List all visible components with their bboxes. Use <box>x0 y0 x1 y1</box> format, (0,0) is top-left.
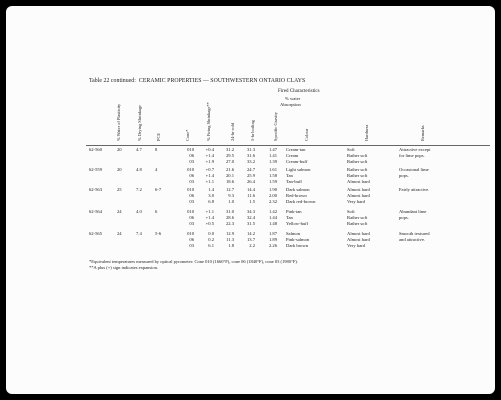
hardness-value: Rather soft <box>347 159 368 165</box>
remarks-text: for lime pops. <box>399 153 425 159</box>
fired-colour: Cream-tan <box>286 147 306 152</box>
remarks-text: Abundant lime <box>399 209 427 214</box>
pce-value: 6-7 <box>155 187 162 192</box>
cone-value: 010 <box>187 167 194 172</box>
specific-gravity: 1.47 <box>268 147 277 152</box>
absorption-5hr-boiling: 14.2 <box>246 231 255 236</box>
firing-shrinkage: 0.0 <box>208 231 214 236</box>
fired-colour: Cream-buff <box>286 159 308 165</box>
fired-colour: Tan <box>286 173 293 179</box>
drying-shrinkage: 4.7 <box>136 147 142 152</box>
water-of-plasticity: 24 <box>117 209 122 214</box>
firing-shrinkage: 6.1 <box>208 243 214 249</box>
hardness-value: Rather soft <box>347 215 368 221</box>
firing-shrinkage: 3.0 <box>208 193 214 199</box>
firing-shrinkage: +0.7 <box>205 167 214 172</box>
absorption-5hr-boiling: 31.5 <box>246 221 255 227</box>
hardness-value: Very hard <box>347 199 365 205</box>
absorption-24hr-cold: 28.6 <box>225 215 234 221</box>
absorption-24hr-cold: 31.2 <box>225 147 234 152</box>
pce-value: 4 <box>155 167 158 172</box>
cone-value: 03 <box>189 243 194 249</box>
drying-shrinkage: 4.8 <box>136 167 142 172</box>
absorption-24hr-cold: 12.9 <box>225 231 234 236</box>
fired-colour: Dark brown <box>286 243 309 249</box>
water-of-plasticity: 25 <box>117 187 122 192</box>
sample-number: 62-564 <box>89 209 103 214</box>
specific-gravity: 1.59 <box>268 179 277 185</box>
hardness-value: Rather soft <box>347 221 368 227</box>
column-header-drying-shrinkage: % Drying Shrinkage <box>137 104 142 141</box>
cone-value: 010 <box>187 187 194 192</box>
column-header-hardness: Hardness <box>364 124 369 141</box>
hardness-value: Rather soft <box>347 167 368 172</box>
specific-gravity: 1.44 <box>268 215 277 221</box>
specific-gravity: 1.90 <box>268 187 277 192</box>
pce-value: 5-6 <box>155 231 162 236</box>
remarks-text: Fairly attractive. <box>399 187 430 192</box>
specific-gravity: 1.89 <box>268 237 277 243</box>
absorption-24hr-cold: 1.0 <box>228 199 234 205</box>
drying-shrinkage: 7.4 <box>136 231 142 236</box>
firing-shrinkage: +1.4 <box>205 153 214 159</box>
absorption-24hr-cold: 12.7 <box>225 187 234 192</box>
absorption-24hr-cold: 29.5 <box>225 153 234 159</box>
cone-value: 06 <box>189 193 194 199</box>
fired-characteristics-heading: Fired Characteristics <box>278 89 320 94</box>
column-header-firing-shrinkage: % Firing Shrinkage** <box>206 102 211 141</box>
cone-value: 010 <box>187 231 194 236</box>
drying-shrinkage: 7.2 <box>136 187 142 192</box>
absorption-24hr-cold: 27.0 <box>225 159 234 165</box>
firing-shrinkage: +1.1 <box>205 179 214 185</box>
absorption-5hr-boiling: 2.2 <box>249 243 255 249</box>
fired-colour: Cream <box>286 153 299 159</box>
cone-value: 010 <box>187 147 194 152</box>
absorption-5hr-boiling: 14.4 <box>246 187 255 192</box>
firing-shrinkage: +0.4 <box>205 147 214 152</box>
cone-value: 03 <box>189 199 194 205</box>
column-header-specific-gravity: Specific Gravity <box>273 112 278 141</box>
firing-shrinkage: 1.4 <box>208 187 214 192</box>
remarks-text: Attractive except <box>399 147 431 152</box>
fired-colour: Salmon <box>286 231 301 236</box>
absorption-24hr-cold: 21.6 <box>225 167 234 172</box>
specific-gravity: 2.00 <box>268 193 277 199</box>
column-header-hr24-cold: 24-hr cold <box>230 122 235 141</box>
cone-value: 06 <box>189 215 194 221</box>
absorption-5hr-boiling: 26.4 <box>246 179 255 185</box>
sample-number: 62-559 <box>89 167 103 172</box>
cone-value: 010 <box>187 209 194 214</box>
cone-value: 06 <box>189 237 194 243</box>
remarks-text: Smooth textured <box>399 231 430 236</box>
specific-gravity: 2.32 <box>268 199 277 205</box>
cone-value: 03 <box>189 221 194 227</box>
sample-number: 62-565 <box>89 231 103 236</box>
specific-gravity: 1.48 <box>268 221 277 227</box>
specific-gravity: 2.26 <box>268 243 277 249</box>
fired-colour: Yellow-buff <box>286 221 309 227</box>
hardness-value: Rather soft <box>347 173 368 179</box>
drying-shrinkage: 4.0 <box>136 209 142 214</box>
remarks-text: Occasional lime <box>399 167 429 172</box>
pce-value: 8 <box>155 147 158 152</box>
fired-colour: Pink-tan <box>286 209 302 214</box>
cone-value: 03 <box>189 159 194 165</box>
hardness-value: Almost hard <box>347 231 370 236</box>
fired-colour: Pink-salmon <box>286 237 310 243</box>
specific-gravity: 1.58 <box>268 173 277 179</box>
fired-colour: Dark red-brown <box>286 199 316 205</box>
footnote: **A plus (+) sign indicates expansion. <box>89 265 159 270</box>
absorption-24hr-cold: 22.3 <box>225 221 234 227</box>
footnote: *Equivalent temperatures measured by optical pyrometer: Cone 010 (1660°F), cone 06 (1840°F), cone 03 (1980°F). <box>89 259 298 264</box>
column-header-pce: PCE <box>156 132 161 141</box>
hardness-value: Very hard <box>347 243 365 249</box>
hardness-value: Rather soft <box>347 153 368 159</box>
hardness-value: Almost hard <box>347 237 370 243</box>
remarks-text: and attractive. <box>399 237 426 243</box>
absorption-5hr-boiling: 31.3 <box>246 147 255 152</box>
header-rule <box>86 145 490 146</box>
column-header-remarks: Remarks <box>420 125 425 141</box>
firing-shrinkage: +1.4 <box>205 215 214 221</box>
absorption-24hr-cold: 20.1 <box>225 173 234 179</box>
column-header-colour: Colour <box>304 128 309 141</box>
column-header-hr5-boiling: 5-hr boiling <box>250 120 255 141</box>
table-title: Table 22 continued: CERAMIC PROPERTIES — SOUTHWESTERN ONTARIO CLAYS <box>89 78 306 84</box>
fired-colour: Red-brown <box>286 193 307 199</box>
fired-colour: Tan-buff <box>286 179 302 185</box>
hardness-value: Almost hard <box>347 179 370 185</box>
water-of-plasticity: 20 <box>117 147 122 152</box>
hardness-value: Almost hard <box>347 193 370 199</box>
absorption-5hr-boiling: 24.7 <box>246 167 255 172</box>
absorption-5hr-boiling: 32.4 <box>246 215 255 221</box>
sample-number: 62-560 <box>89 147 103 152</box>
fired-colour: Light salmon <box>286 167 311 172</box>
absorption-24hr-cold: 18.6 <box>225 179 234 185</box>
remarks-text: pops. <box>399 215 409 221</box>
absorption-24hr-cold: 9.3 <box>228 193 234 199</box>
absorption-24hr-cold: 1.8 <box>228 243 234 249</box>
fired-colour: Tan <box>286 215 293 221</box>
absorption-24hr-cold: 31.0 <box>225 209 234 214</box>
absorption-5hr-boiling: 33.2 <box>246 159 255 165</box>
column-header-water-plasticity: % Water of Plasticity <box>116 103 121 141</box>
firing-shrinkage: +1.4 <box>205 173 214 179</box>
firing-shrinkage: +0.5 <box>205 221 214 227</box>
firing-shrinkage: +1.9 <box>205 159 214 165</box>
absorption-heading: Absorption <box>280 102 301 107</box>
water-of-plasticity: 20 <box>117 167 122 172</box>
fired-colour: Dark salmon <box>286 187 310 192</box>
cone-value: 06 <box>189 153 194 159</box>
cone-value: 03 <box>189 179 194 185</box>
hardness-value: Soft <box>347 209 355 214</box>
water-of-plasticity: 24 <box>117 231 122 236</box>
firing-shrinkage: 0.2 <box>208 237 214 243</box>
pce-value: 6 <box>155 209 158 214</box>
water-absorption-heading: % water <box>285 96 301 101</box>
hardness-value: Soft <box>347 147 355 152</box>
absorption-5hr-boiling: 11.6 <box>247 193 255 199</box>
cone-value: 06 <box>189 173 194 179</box>
specific-gravity: 1.61 <box>268 167 277 172</box>
absorption-24hr-cold: 11.3 <box>226 237 234 243</box>
absorption-5hr-boiling: 34.3 <box>246 209 255 214</box>
firing-shrinkage: +1.1 <box>205 209 214 214</box>
absorption-5hr-boiling: 25.9 <box>246 173 255 179</box>
column-header-cone: Cone* <box>185 129 190 141</box>
absorption-5hr-boiling: 13.7 <box>246 237 255 243</box>
absorption-5hr-boiling: 1.5 <box>249 199 255 205</box>
absorption-5hr-boiling: 31.6 <box>246 153 255 159</box>
specific-gravity: 1.39 <box>268 159 277 165</box>
hardness-value: Almost hard <box>347 187 370 192</box>
specific-gravity: 1.87 <box>268 231 277 236</box>
specific-gravity: 1.42 <box>268 209 277 214</box>
sample-number: 62-563 <box>89 187 103 192</box>
firing-shrinkage: 6.8 <box>208 199 214 205</box>
specific-gravity: 1.41 <box>268 153 277 159</box>
remarks-text: pops. <box>399 173 409 179</box>
